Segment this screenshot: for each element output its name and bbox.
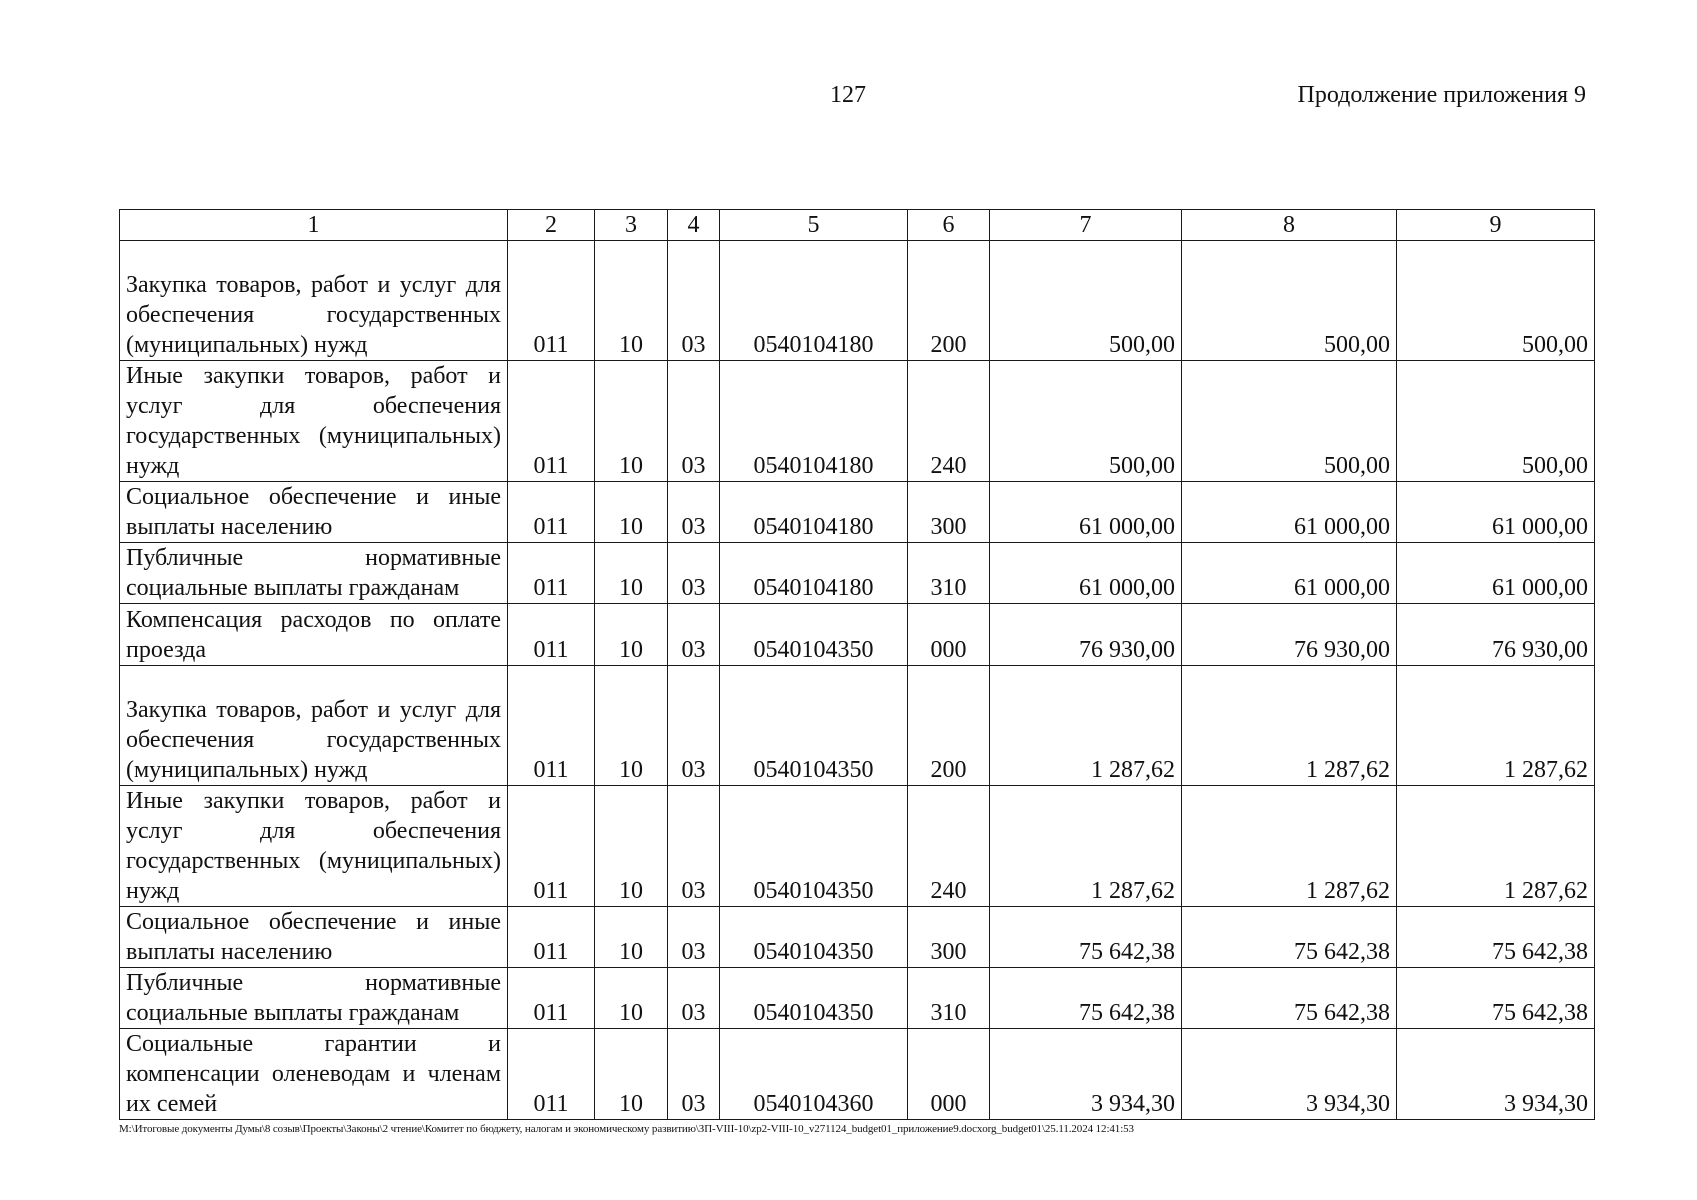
- code-section: 10: [595, 543, 668, 604]
- amount-col-8: 3 934,30: [1182, 1029, 1397, 1120]
- row-description: Закупка товаров, работ и услуг для обеспечения государственных (муниципальных) нужд: [120, 241, 508, 361]
- amount-col-8: 75 642,38: [1182, 907, 1397, 968]
- code-ministry: 011: [508, 786, 595, 907]
- column-header: 8: [1182, 210, 1397, 241]
- amount-col-7: 500,00: [990, 361, 1182, 482]
- amount-col-9: 76 930,00: [1397, 604, 1595, 666]
- amount-col-9: 1 287,62: [1397, 786, 1595, 907]
- code-expense-type: 000: [908, 604, 990, 666]
- code-subsection: 03: [668, 604, 720, 666]
- table-row: [120, 907, 1595, 968]
- table-row: [120, 543, 1595, 604]
- code-ministry: 011: [508, 604, 595, 666]
- code-subsection: 03: [668, 482, 720, 543]
- code-section: 10: [595, 968, 668, 1029]
- row-description: Публичные нормативные социальные выплаты гражданам: [120, 543, 508, 604]
- page-number: 127: [830, 82, 866, 108]
- column-header: 6: [908, 210, 990, 241]
- amount-col-9: 500,00: [1397, 361, 1595, 482]
- amount-col-8: 500,00: [1182, 241, 1397, 361]
- code-target: 0540104350: [720, 907, 908, 968]
- code-section: 10: [595, 1029, 668, 1120]
- amount-col-9: 1 287,62: [1397, 666, 1595, 786]
- code-target: 0540104350: [720, 666, 908, 786]
- table-row: [120, 1029, 1595, 1120]
- code-expense-type: 310: [908, 968, 990, 1029]
- column-header: 4: [668, 210, 720, 241]
- amount-col-7: 75 642,38: [990, 907, 1182, 968]
- amount-col-8: 500,00: [1182, 361, 1397, 482]
- code-target: 0540104350: [720, 968, 908, 1029]
- column-header: 5: [720, 210, 908, 241]
- table-body: [120, 241, 1595, 1120]
- code-target: 0540104360: [720, 1029, 908, 1120]
- amount-col-7: 75 642,38: [990, 968, 1182, 1029]
- code-section: 10: [595, 361, 668, 482]
- code-expense-type: 300: [908, 907, 990, 968]
- amount-col-7: 1 287,62: [990, 666, 1182, 786]
- code-ministry: 011: [508, 968, 595, 1029]
- code-section: 10: [595, 482, 668, 543]
- amount-col-9: 500,00: [1397, 241, 1595, 361]
- amount-col-8: 1 287,62: [1182, 666, 1397, 786]
- code-section: 10: [595, 786, 668, 907]
- code-subsection: 03: [668, 361, 720, 482]
- table-row: [120, 604, 1595, 666]
- column-header: 9: [1397, 210, 1595, 241]
- amount-col-7: 76 930,00: [990, 604, 1182, 666]
- code-target: 0540104180: [720, 543, 908, 604]
- amount-col-9: 75 642,38: [1397, 907, 1595, 968]
- table-header-row: [120, 210, 1595, 241]
- code-ministry: 011: [508, 666, 595, 786]
- column-header: 1: [120, 210, 508, 241]
- code-ministry: 011: [508, 241, 595, 361]
- code-target: 0540104350: [720, 786, 908, 907]
- row-description: Иные закупки товаров, работ и услуг для обеспечения государственных (муниципальных) нужд: [120, 786, 508, 907]
- row-description: Социальные гарантии и компенсации оленеводам и членам их семей: [120, 1029, 508, 1120]
- code-expense-type: 240: [908, 361, 990, 482]
- code-section: 10: [595, 907, 668, 968]
- row-description: Иные закупки товаров, работ и услуг для обеспечения государственных (муниципальных) нужд: [120, 361, 508, 482]
- amount-col-8: 61 000,00: [1182, 482, 1397, 543]
- table-row: [120, 666, 1595, 786]
- row-description: Публичные нормативные социальные выплаты гражданам: [120, 968, 508, 1029]
- code-target: 0540104180: [720, 361, 908, 482]
- code-target: 0540104180: [720, 241, 908, 361]
- amount-col-8: 1 287,62: [1182, 786, 1397, 907]
- amount-col-7: 1 287,62: [990, 786, 1182, 907]
- code-expense-type: 000: [908, 1029, 990, 1120]
- code-section: 10: [595, 666, 668, 786]
- row-description: Социальное обеспечение и иные выплаты населению: [120, 907, 508, 968]
- amount-col-7: 61 000,00: [990, 543, 1182, 604]
- code-target: 0540104180: [720, 482, 908, 543]
- amount-col-7: 3 934,30: [990, 1029, 1182, 1120]
- code-subsection: 03: [668, 1029, 720, 1120]
- column-header: 7: [990, 210, 1182, 241]
- code-subsection: 03: [668, 241, 720, 361]
- amount-col-9: 3 934,30: [1397, 1029, 1595, 1120]
- amount-col-9: 61 000,00: [1397, 543, 1595, 604]
- amount-col-7: 500,00: [990, 241, 1182, 361]
- code-subsection: 03: [668, 968, 720, 1029]
- row-description: Закупка товаров, работ и услуг для обеспечения государственных (муниципальных) нужд: [120, 666, 508, 786]
- table-row: [120, 968, 1595, 1029]
- code-section: 10: [595, 241, 668, 361]
- amount-col-8: 61 000,00: [1182, 543, 1397, 604]
- code-subsection: 03: [668, 666, 720, 786]
- code-expense-type: 300: [908, 482, 990, 543]
- code-ministry: 011: [508, 361, 595, 482]
- code-subsection: 03: [668, 543, 720, 604]
- table-row: [120, 361, 1595, 482]
- footer-file-path: М:\Итоговые документы Думы\8 созыв\Проекты\Законы\2 чтение\Комитет по бюджету, налогам и экономическому развитию\ЗП-VIII-10\zp2-VIII-10_v271124_budget01_приложение9.docxorg_budget01\25.11.2024 12:41:53: [119, 1123, 1134, 1135]
- code-section: 10: [595, 604, 668, 666]
- row-description: Компенсация расходов по оплате проезда: [120, 604, 508, 666]
- appendix-continuation-note: Продолжение приложения 9: [1297, 82, 1586, 108]
- amount-col-8: 76 930,00: [1182, 604, 1397, 666]
- amount-col-9: 61 000,00: [1397, 482, 1595, 543]
- amount-col-9: 75 642,38: [1397, 968, 1595, 1029]
- budget-table: [119, 209, 1595, 1120]
- table-row: [120, 482, 1595, 543]
- code-expense-type: 200: [908, 241, 990, 361]
- table-row: [120, 786, 1595, 907]
- code-subsection: 03: [668, 907, 720, 968]
- code-target: 0540104350: [720, 604, 908, 666]
- amount-col-7: 61 000,00: [990, 482, 1182, 543]
- code-ministry: 011: [508, 482, 595, 543]
- code-expense-type: 240: [908, 786, 990, 907]
- code-ministry: 011: [508, 1029, 595, 1120]
- code-ministry: 011: [508, 907, 595, 968]
- code-ministry: 011: [508, 543, 595, 604]
- code-subsection: 03: [668, 786, 720, 907]
- amount-col-8: 75 642,38: [1182, 968, 1397, 1029]
- code-expense-type: 200: [908, 666, 990, 786]
- row-description: Социальное обеспечение и иные выплаты населению: [120, 482, 508, 543]
- table-row: [120, 241, 1595, 361]
- column-header: 2: [508, 210, 595, 241]
- column-header: 3: [595, 210, 668, 241]
- code-expense-type: 310: [908, 543, 990, 604]
